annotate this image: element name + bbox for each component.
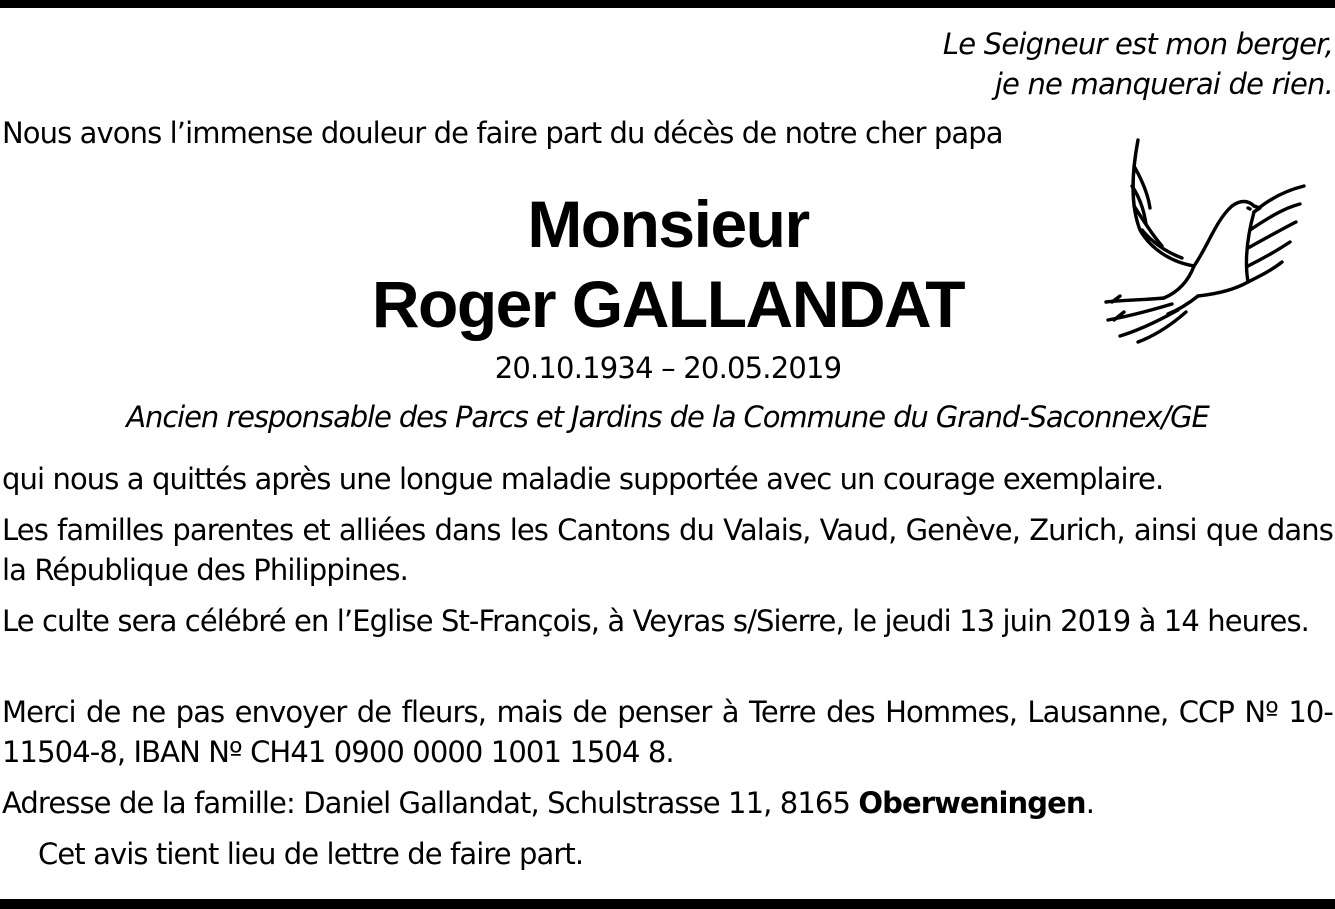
deceased-name: Roger GALLANDAT bbox=[371, 267, 965, 341]
epigraph-line-1: Le Seigneur est mon berger, bbox=[942, 27, 1333, 61]
epigraph-line-2: je ne manquerai de rien. bbox=[994, 67, 1333, 101]
honorific-title: Monsieur bbox=[527, 187, 809, 261]
deceased-name-block bbox=[368, 184, 968, 344]
address-suffix: . bbox=[1085, 786, 1095, 820]
top-border-rule bbox=[0, 0, 1335, 8]
dove-icon bbox=[1098, 134, 1323, 349]
donations-paragraph: Merci de ne pas envoyer de fleurs, mais de penser à Terre des Hommes, Lausanne, CCP Nº 10-11504-8, IBAN Nº CH41 0900 0000 1001 1504 8. bbox=[2, 695, 1333, 769]
closing-note: Cet avis tient lieu de lettre de faire part. bbox=[38, 837, 584, 871]
intro-text: Nous avons l’immense douleur de faire part du décès de notre cher papa bbox=[2, 116, 1003, 150]
life-dates: 20.10.1934 – 20.05.2019 bbox=[494, 351, 842, 385]
deceased-role: Ancien responsable des Parcs et Jardins de la Commune du Grand-Saconnex/GE bbox=[126, 400, 1209, 434]
address-prefix: Adresse de la famille: Daniel Gallandat, Schulstrasse 11, 8165 bbox=[2, 786, 859, 820]
address-city: Oberweningen bbox=[858, 786, 1086, 820]
families-paragraph: Les familles parentes et alliées dans les Cantons du Valais, Vaud, Genève, Zurich, ainsi que dans la République des Philippines. bbox=[2, 513, 1333, 587]
epigraph bbox=[633, 24, 1333, 104]
bottom-border-rule bbox=[0, 899, 1335, 909]
service-paragraph: Le culte sera célébré en l’Eglise St-François, à Veyras s/Sierre, le jeudi 13 juin 2019 à 14 heures. bbox=[2, 604, 1309, 638]
family-address-paragraph bbox=[2, 783, 1333, 823]
passing-paragraph: qui nous a quittés après une longue maladie supportée avec un courage exemplaire. bbox=[2, 462, 1164, 496]
